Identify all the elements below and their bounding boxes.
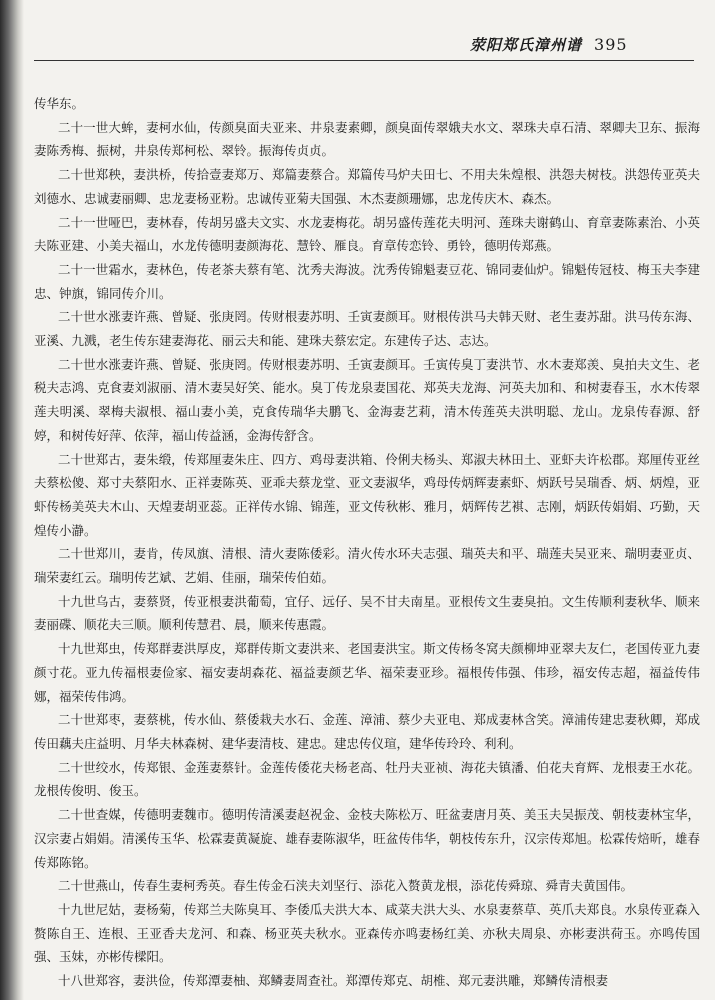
paragraph: 二十世郑枣，妻蔡桃，传水仙、蔡倭栽夫水石、金莲、漳浦、蔡少夫亚电、郑成妻林含笑。漳浦传建忠妻秋卿，郑成传田藕夫庄益明、月华夫林森树、建华妻清枝、建忠。建忠传仪瑄，建华传玲玲、利利。	[34, 712, 700, 751]
book-spine-shadow	[0, 0, 24, 1000]
paragraph: 十九世乌古，妻蔡贤，传亚根妻洪葡萄，宜仔、远仔、吴不甘夫南星。亚根传文生妻臭拍。文生传顺利妻秋华、顺来妻丽碟、顺花夫三顺。顺利传慧君、晨，顺来传惠霞。	[34, 593, 700, 633]
paragraph: 二十世燕山，传春生妻柯秀英。春生传金石浃夫刘坚行、添花入赘黄龙根，添花传舜琼、舜青夫黄国伟。	[58, 878, 634, 894]
paragraph: 二十世郑古，妻朱缎，传郑厘妻朱庄、四方、鸡母妻洪箱、伶俐夫杨头、郑淑夫林田土、亚虾夫许松郡。郑厘传亚丝夫蔡松傻、郑寸夫蔡阳水、正祥妻陈英、亚乖夫蔡龙堂、亚文妻淑华，鸡母传炳辉妻素虾、炳跃号吴瑞香、炳、炳煌，亚虾传杨美英夫木山、天煌妻胡亚蕊。正祥传水锦、锦莲，亚文传秋彬、雅月，炳辉传艺褀、志刚，炳跃传娟娟、巧勤，天煌传小瀞。	[34, 451, 700, 538]
paragraph: 二十一世大蛑，妻柯水仙，传颜臭面夫亚来、井泉妻素卿，颜臭面传翠娥夫水文、翠珠夫卓石清、翠卿夫卫东、振海妻陈秀梅、振树，井泉传郑柯松、翠铃。振海传贞贞。	[34, 119, 700, 159]
paragraph: 十九世尼姑，妻杨菊，传郑兰夫陈臭耳、李倭瓜夫洪大本、咸菜夫洪大头、水泉妻蔡草、英爪夫郑良。水泉传亚森入赘陈自王、连根、王亚香夫龙河、和森、杨亚英夫秋水。亚森传亦鸣妻杨红美、亦秋夫周泉、亦彬妻洪荷玉。亦鸣传国强、玉妹，亦彬传樑阳。	[34, 901, 700, 965]
paragraph: 二十世查媒，传德明妻魏市。德明传清溪妻赵祝金、金枝夫陈松万、旺盆妻唐月英、美玉夫吴振茂、朝枝妻林宝华，汉宗妻占娟娟。清溪传玉华、松霖妻黄凝旋、雄春妻陈淑华，旺盆传伟华，朝枝传东升，汉宗传郑旭。松霖传焙昕，雄春传郑陈铭。	[34, 807, 700, 870]
paragraph: 二十世郑川，妻肯，传凤旗、清根、清火妻陈倭彩。清火传水环夫志强、瑞英夫和平、瑞莲夫吴亚来、瑞明妻亚贞、瑞荣妻红云。瑞明传艺斌、艺娟、佳丽，瑞荣传伯茹。	[34, 546, 700, 586]
book-title: 荥阳郑氏漳州谱	[470, 36, 583, 54]
paragraph: 二十世郑秧，妻洪桥，传拾壹妻郑万、郑篇妻蔡合。郑篇传马炉夫田七、不用夫朱煌根、洪怨夫树枝。洪怨传亚英夫刘德水、忠诚妻丽卿、忠龙妻杨亚粉。忠诚传亚菊夫国强、木杰妻颜珊娜，忠龙传庆木、森杰。	[34, 167, 700, 206]
page-header	[470, 34, 690, 58]
paragraph: 二十世水涨妻许燕、曾疑、张庚罔。传财根妻苏明、壬寅妻颜耳。壬寅传臭丁妻洪节、水木妻郑羡、臭拍夫文生、老税夫志鸿、克食妻刘淑丽、清木妻吴好笑、能水。臭丁传龙泉妻国花、郑英夫龙海、河英夫加和、和树妻春玉，水木传翠莲夫明溪、翠梅夫淑根、福山妻小美，克食传瑞华夫鹏飞、金海妻艺莉，清木传莲英夫洪明聪、龙山。龙泉传春源、舒婷，和树传好萍、依萍，福山传益涵，金海传舒含。	[34, 356, 700, 443]
paragraph: 二十一世哑巴，妻林春，传胡另盛夫文实、水龙妻梅花。胡另盛传莲花夫明河、莲珠夫谢鹤山、育章妻陈素治、小英夫陈亚建、小美夫福山，水龙传德明妻颜海花、慧铃、雁良。育章传恋铃、勇铃，德明传郑燕。	[34, 214, 700, 254]
genealogy-text	[34, 92, 700, 993]
paragraph: 二十世绞水，传郑银、金莲妻蔡针。金莲传倭花夫杨老高、牡丹夫亚祯、海花夫镇潘、伯花夫育辉、龙根妻王水花。龙根传俊明、俊玉。	[34, 759, 700, 799]
paragraph: 十八世郑容，妻洪俭，传郑潭妻柚、郑鳞妻周查社。郑潭传郑克、胡椎、郑元妻洪雕，郑鳞传清根妻	[58, 973, 609, 989]
paragraph: 二十一世霜水，妻林色，传老茶夫蔡有笔、沈秀夫海波。沈秀传锦魁妻豆花、锦同妻仙炉。锦魁传冠枝、梅玉夫李建忠、钟旗，锦同传介川。	[34, 261, 700, 301]
paragraph: 二十世水涨妻许燕、曾疑、张庚罔。传财根妻苏明、壬寅妻颜耳。财根传洪马夫韩天财、老生妻苏甜。洪马传东海、亚溪、九溅，老生传东建妻海花、丽云夫和能、建珠夫蔡宏定。东建传子达、志达。	[34, 309, 700, 349]
header-rule	[34, 60, 694, 61]
page-number: 395	[594, 35, 628, 54]
paragraph: 传华东。	[34, 96, 85, 111]
paragraph: 十九世郑虫，传郑群妻洪厚皮，郑群传斯文妻洪来、老国妻洪宝。斯文传杨冬窝夫颜柳坤亚翠夫友仁，老国传亚九妻颜寸花。亚九传福根妻俭家、福安妻胡森花、福益妻颜艺华、福荣妻亚珍。福根传伟强、伟珍，福安传志超，福益传伟娜，福荣传伟鸿。	[34, 641, 700, 704]
